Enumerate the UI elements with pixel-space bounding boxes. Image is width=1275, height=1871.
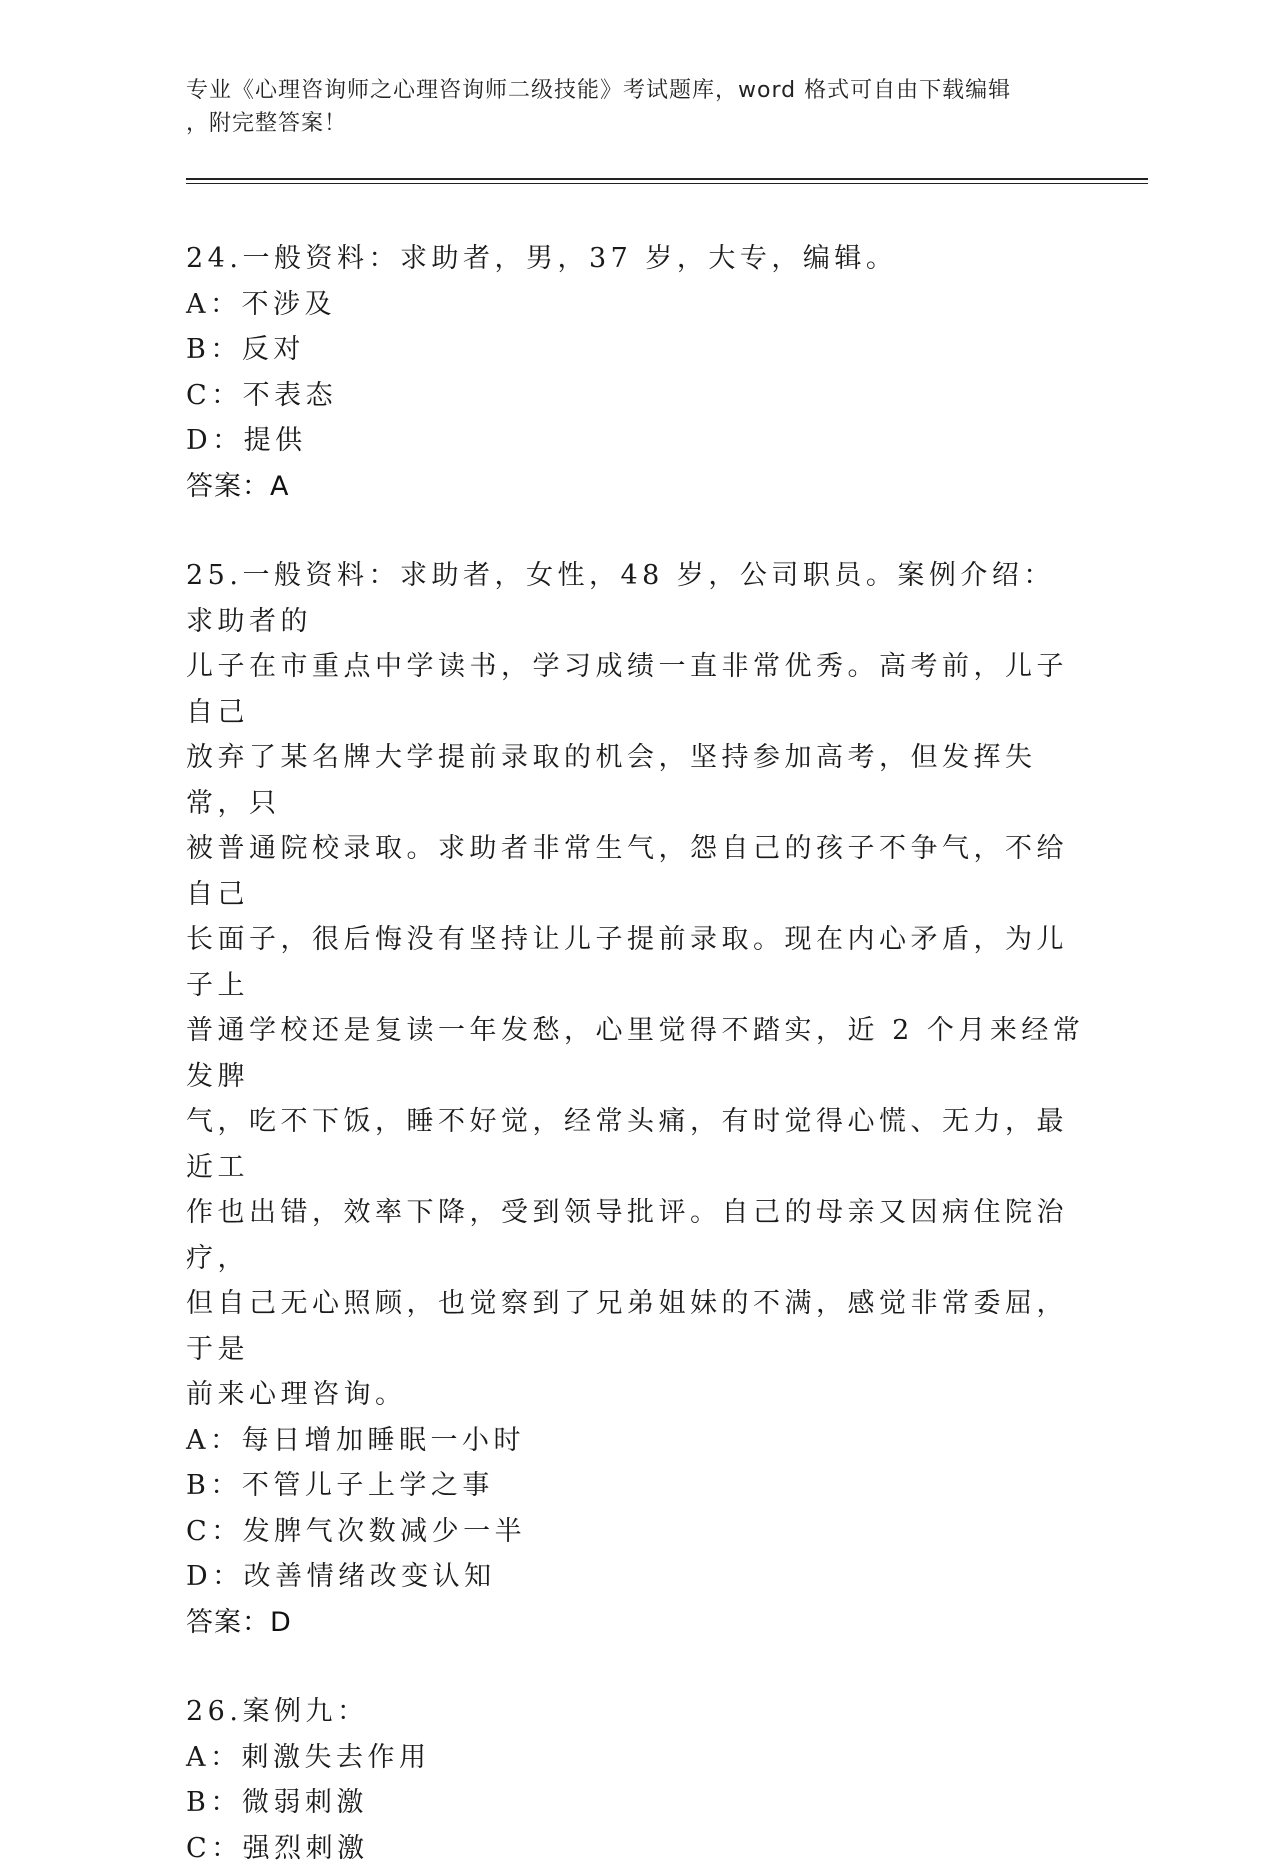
question-stem-line: 25.一般资料：求助者，女性，48 岁，公司职员。案例介绍：求助者的 [186, 553, 1086, 644]
question-25 [186, 553, 1086, 1645]
option-a: A：不涉及 [186, 282, 1086, 328]
option-b: B：微弱刺激 [186, 1780, 1086, 1826]
header-line-1: 专业《心理咨询师之心理咨询师二级技能》考试题库，word 格式可自由下载编辑 [186, 74, 1066, 107]
answer-line: 答案：D [186, 1600, 1086, 1646]
question-stem-line: 作也出错，效率下降，受到领导批评。自己的母亲又因病住院治疗， [186, 1190, 1086, 1281]
header-divider [186, 178, 1148, 184]
question-stem: 24.一般资料：求助者，男，37 岁，大专，编辑。 [186, 236, 1086, 282]
question-stem-line: 普通学校还是复读一年发愁，心里觉得不踏实，近 2 个月来经常发脾 [186, 1008, 1086, 1099]
question-stem-line: 放弃了某名牌大学提前录取的机会，坚持参加高考，但发挥失常，只 [186, 735, 1086, 826]
option-b: B：不管儿子上学之事 [186, 1463, 1086, 1509]
option-a: A：刺激失去作用 [186, 1735, 1086, 1781]
option-b: B：反对 [186, 327, 1086, 373]
question-24 [186, 236, 1086, 509]
question-stem-line: 但自己无心照顾，也觉察到了兄弟姐妹的不满，感觉非常委屈，于是 [186, 1281, 1086, 1372]
question-stem-line: 被普通院校录取。求助者非常生气，怨自己的孩子不争气，不给自己 [186, 826, 1086, 917]
answer-line: 答案：A [186, 464, 1086, 510]
header-line-2: ，附完整答案！ [186, 107, 1066, 140]
question-stem-line: 气，吃不下饭，睡不好觉，经常头痛，有时觉得心慌、无力，最近工 [186, 1099, 1086, 1190]
spacer [186, 1645, 1086, 1689]
option-c: C：强烈刺激 [186, 1826, 1086, 1871]
question-stem-line: 前来心理咨询。 [186, 1372, 1086, 1418]
question-stem: 26.案例九： [186, 1689, 1086, 1735]
document-header [186, 74, 1066, 140]
question-stem-line: 长面子，很后悔没有坚持让儿子提前录取。现在内心矛盾，为儿子上 [186, 917, 1086, 1008]
option-a: A：每日增加睡眠一小时 [186, 1418, 1086, 1464]
question-stem-line: 儿子在市重点中学读书，学习成绩一直非常优秀。高考前，儿子自己 [186, 644, 1086, 735]
question-26 [186, 1689, 1086, 1871]
option-c: C：不表态 [186, 373, 1086, 419]
spacer [186, 509, 1086, 553]
option-d: D：改善情绪改变认知 [186, 1554, 1086, 1600]
option-c: C：发脾气次数减少一半 [186, 1509, 1086, 1555]
question-list [186, 236, 1086, 1871]
option-d: D：提供 [186, 418, 1086, 464]
